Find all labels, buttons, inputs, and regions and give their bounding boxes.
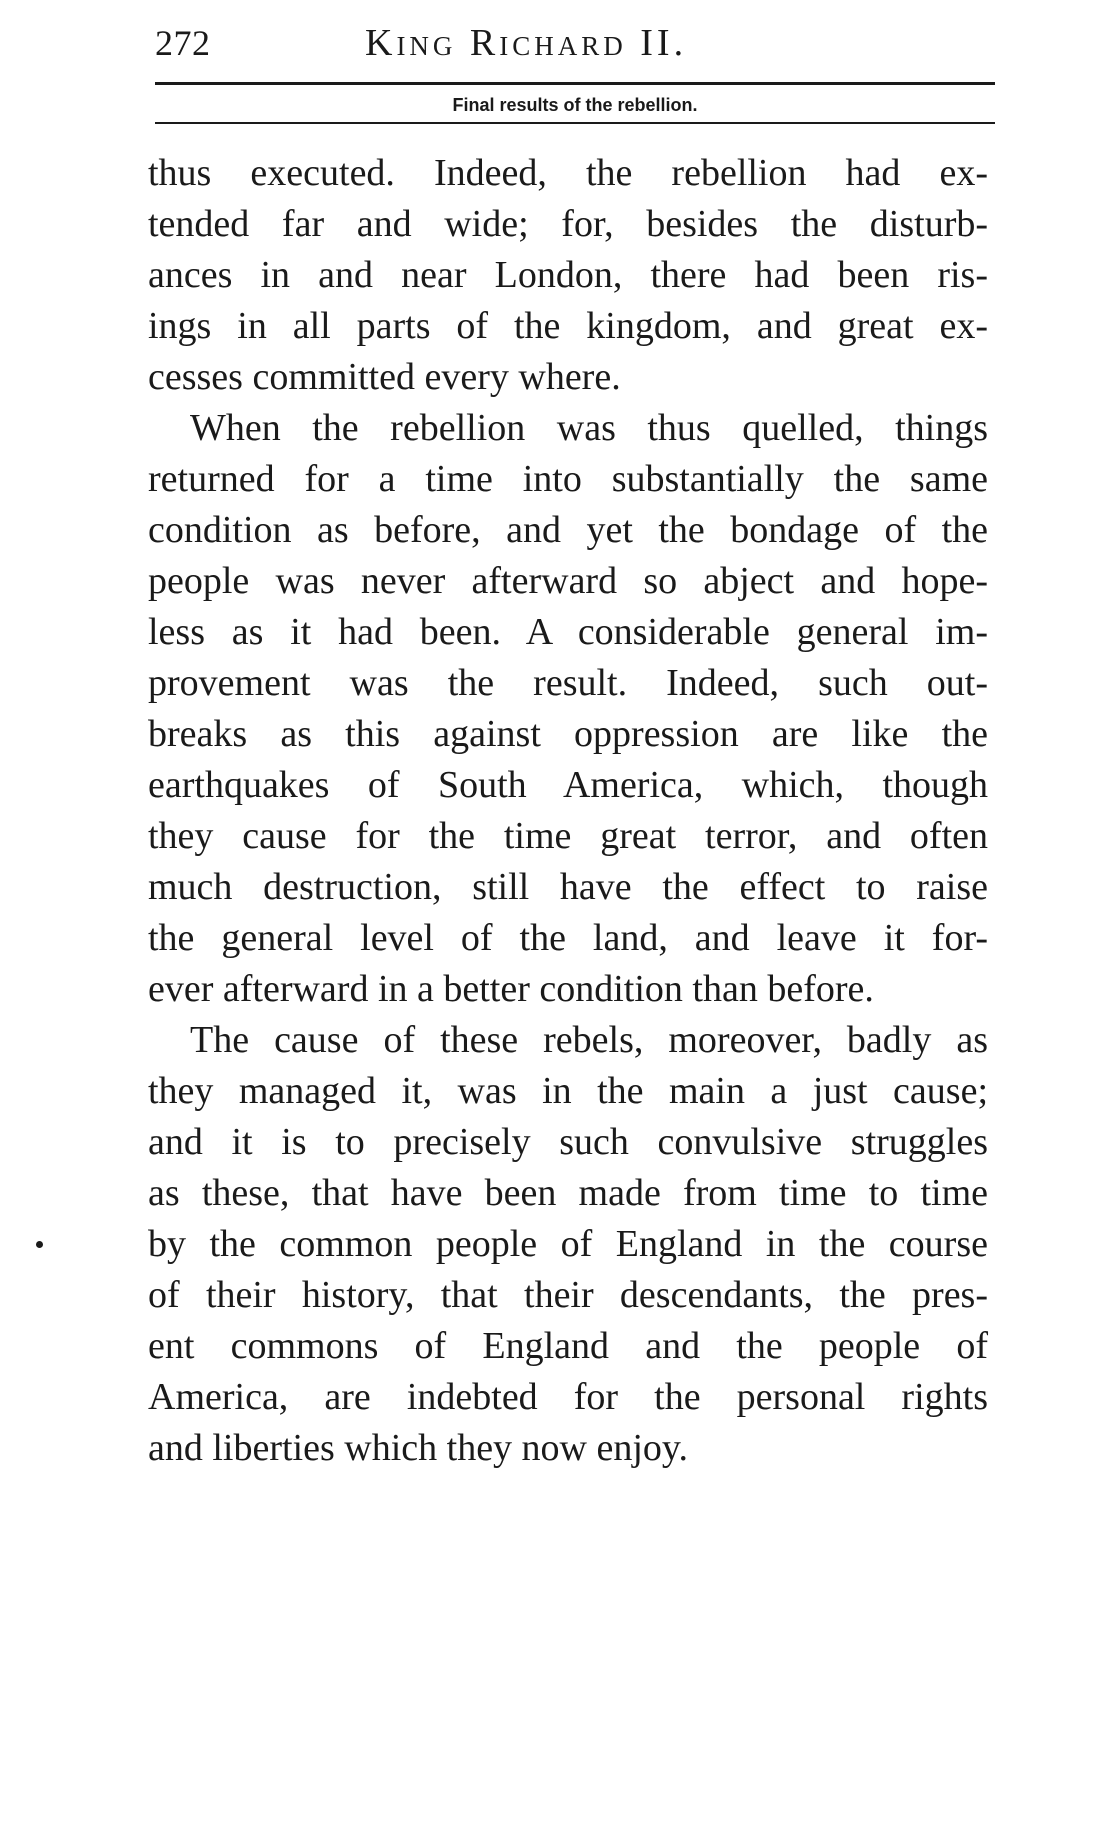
text-line: tended far and wide; for, besides the disturb-	[148, 203, 988, 245]
text-line: condition as before, and yet the bondage of the	[148, 509, 988, 551]
text-line: When the rebellion was thus quelled, things	[190, 407, 988, 449]
margin-ink-dot	[36, 1241, 43, 1248]
running-title: King Richard II.	[365, 22, 688, 64]
text-line: breaks as this against oppression are like the	[148, 713, 988, 755]
text-line: people was never afterward so abject and hope-	[148, 560, 988, 602]
text-line: ances in and near London, there had been ris-	[148, 254, 988, 296]
text-line: as these, that have been made from time to time	[148, 1172, 988, 1214]
paragraph-1	[148, 148, 988, 403]
text-line: cesses committed every where.	[148, 356, 621, 398]
text-line: by the common people of England in the course	[148, 1223, 988, 1265]
header-rule-bottom	[155, 122, 995, 124]
text-line: earthquakes of South America, which, though	[148, 764, 988, 806]
text-line: and liberties which they now enjoy.	[148, 1427, 688, 1469]
text-line: thus executed. Indeed, the rebellion had ex-	[148, 152, 988, 194]
section-subheading: Final results of the rebellion.	[452, 95, 698, 115]
page-number: 272	[155, 23, 211, 63]
text-line: they cause for the time great terror, and often	[148, 815, 988, 857]
text-line: ings in all parts of the kingdom, and great ex-	[148, 305, 988, 347]
text-line: America, are indebted for the personal rights	[148, 1376, 988, 1418]
text-line: ent commons of England and the people of	[148, 1325, 988, 1367]
header-rule-top	[155, 82, 995, 85]
text-line: ever afterward in a better condition than before.	[148, 968, 874, 1010]
text-line: provement was the result. Indeed, such out-	[148, 662, 988, 704]
text-line: the general level of the land, and leave it for-	[148, 917, 988, 959]
text-line: The cause of these rebels, moreover, badly as	[190, 1019, 988, 1061]
text-line: they managed it, was in the main a just cause;	[148, 1070, 988, 1112]
page-header	[155, 18, 995, 78]
text-line: returned for a time into substantially the same	[148, 458, 988, 500]
paragraph-3	[148, 1015, 988, 1474]
text-line: less as it had been. A considerable general im-	[148, 611, 988, 653]
paragraph-2	[148, 403, 988, 1015]
text-line: of their history, that their descendants, the pres-	[148, 1274, 988, 1316]
text-line: and it is to precisely such convulsive struggles	[148, 1121, 988, 1163]
text-line: much destruction, still have the effect to raise	[148, 866, 988, 908]
body-text	[148, 148, 988, 1474]
